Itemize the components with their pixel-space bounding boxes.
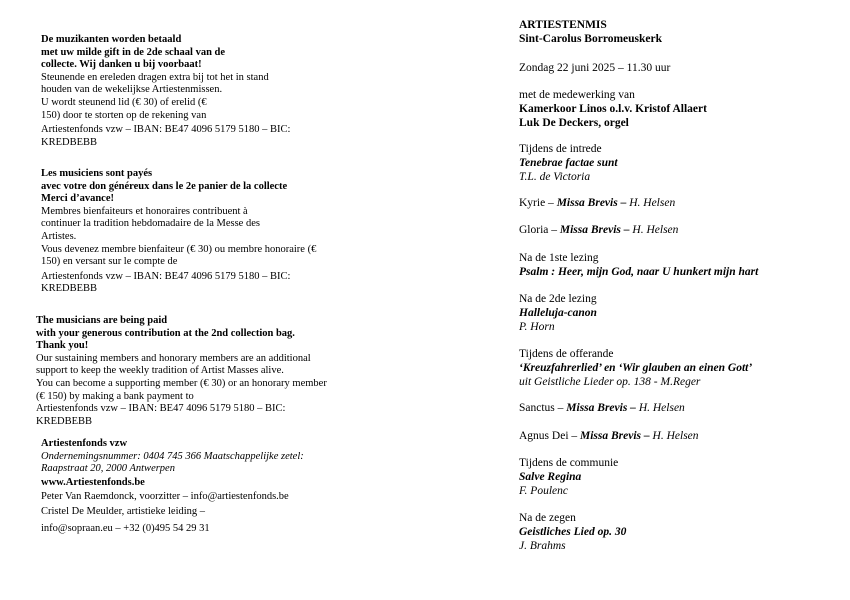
nl-body-line: houden van de wekelijkse Artiestenmissen.	[41, 84, 223, 96]
part-name: Sanctus –	[519, 402, 567, 414]
section-label: Tijdens de offerande	[519, 348, 614, 360]
composer: P. Horn	[519, 321, 555, 333]
org-registration-line: Raapstraat 20, 2000 Antwerpen	[41, 463, 175, 475]
fr-body-line: continuer la tradition hebdomadaire de la Messe des	[41, 218, 260, 230]
fr-body-line: 150) en versant sur le compte de	[41, 256, 178, 268]
kyrie-block	[519, 196, 675, 210]
fr-heading-line: avec votre don généreux dans le 2e panier de la collecte	[41, 180, 288, 192]
fr-heading-line: Les musiciens sont payés	[41, 168, 153, 179]
nl-body-line: Steunende en ereleden dragen extra bij tot het in stand	[41, 71, 269, 83]
part-name: Kyrie –	[519, 197, 557, 209]
zegen-block	[519, 511, 626, 553]
work-title: Halleluja-canon	[519, 307, 597, 319]
nl-body-line: U wordt steunend lid (€ 30) of erelid (€	[41, 96, 207, 108]
communie-block	[519, 456, 618, 498]
lezing2-block	[519, 292, 597, 334]
nl-heading-line: De muzikanten worden betaald	[41, 34, 182, 45]
nl-account-line: Artiestenfonds vzw – IBAN: BE47 4096 5179 5180 – BIC:	[41, 124, 291, 136]
lezing1-block	[519, 251, 758, 279]
composer: F. Poulenc	[519, 485, 568, 497]
cooperation-label: met de medewerking van	[519, 89, 635, 101]
work-title: Missa Brevis –	[556, 197, 630, 209]
nl-account-line: KREDBEBB	[41, 136, 98, 148]
part-name: Agnus Dei –	[519, 430, 581, 442]
section-label: Tijdens de intrede	[519, 143, 602, 155]
work-title: Missa Brevis –	[580, 430, 653, 442]
programme-header	[519, 18, 662, 46]
section-label: Na de 1ste lezing	[519, 252, 599, 264]
programme-title: ARTIESTENMIS	[519, 19, 607, 31]
en-heading-line: Thank you!	[36, 340, 89, 352]
work-title: Salve Regina	[519, 471, 582, 483]
fr-account-line: KREDBEBB	[41, 283, 98, 295]
nl-heading-line: met uw milde gift in de 2de schaal van de	[41, 46, 226, 58]
section-label: Na de zegen	[519, 512, 576, 524]
french-notice	[41, 168, 316, 296]
church-name: Sint-Carolus Borromeuskerk	[519, 33, 663, 45]
en-heading-line: The musicians are being paid	[36, 315, 168, 326]
nl-body-line: 150) door te storten op de rekening van	[41, 109, 207, 121]
fr-body-line: Vous devenez membre bienfaiteur (€ 30) ou membre honoraire (€	[41, 243, 317, 255]
nl-heading-line: collecte. Wij danken u bij voorbaat!	[41, 59, 202, 71]
fr-body-line: Artistes.	[41, 230, 77, 242]
part-name: Gloria –	[519, 224, 560, 236]
performer-line: Luk De Deckers, orgel	[519, 117, 629, 129]
composer: T.L. de Victoria	[519, 171, 591, 183]
composer: H. Helsen	[638, 402, 685, 414]
sanctus-block	[519, 401, 685, 415]
agnus-block	[519, 429, 699, 443]
work-title: ‘Kreuzfahrerlied’ en ‘Wir glauben an einen Gott’	[519, 362, 753, 374]
date-line: Zondag 22 juni 2025 – 11.30 uur	[519, 62, 671, 74]
en-body-line: Our sustaining members and honorary members are an additional	[36, 352, 311, 364]
work-title: Tenebrae factae sunt	[519, 157, 618, 169]
org-website: www.Artiestenfonds.be	[41, 476, 145, 488]
composer: H. Helsen	[652, 430, 699, 442]
composer: H. Helsen	[629, 197, 676, 209]
work-title: Psalm : Heer, mijn God, naar U hunkert mijn hart	[519, 266, 759, 278]
section-label: Tijdens de communie	[519, 457, 619, 469]
organisation-info	[41, 438, 304, 535]
org-registration-line: Ondernemingsnummer: 0404 745 366 Maatschappelijke zetel:	[41, 450, 304, 462]
org-contact-line: info@sopraan.eu – +32 (0)495 54 29 31	[41, 522, 210, 534]
offerande-block	[519, 347, 752, 389]
fr-body-line: Membres bienfaiteurs et honoraires contribuent à	[41, 205, 248, 217]
gloria-block	[519, 223, 678, 237]
programme-date	[519, 61, 670, 75]
fr-account-line: Artiestenfonds vzw – IBAN: BE47 4096 5179 5180 – BIC:	[41, 270, 291, 282]
performers-block	[519, 88, 707, 130]
en-heading-line: with your generous contribution at the 2nd collection bag.	[36, 327, 295, 339]
composer: J. Brahms	[519, 540, 566, 552]
work-title: Missa Brevis –	[566, 402, 639, 414]
en-body-line: KREDBEBB	[36, 415, 93, 427]
dutch-notice	[41, 34, 290, 149]
section-label: Na de 2de lezing	[519, 293, 597, 305]
intrede-block	[519, 142, 618, 184]
composer: uit Geistliche Lieder op. 138 - M.Reger	[519, 376, 701, 388]
work-title: Missa Brevis –	[559, 224, 633, 236]
english-notice	[36, 315, 327, 428]
en-body-line: You can become a supporting member (€ 30) or an honorary member	[36, 377, 327, 389]
org-name: Artiestenfonds vzw	[41, 438, 128, 449]
org-contact-line: Cristel De Meulder, artistieke leiding –	[41, 505, 206, 517]
performer-line: Kamerkoor Linos o.l.v. Kristof Allaert	[519, 103, 707, 115]
org-contact-line: Peter Van Raemdonck, voorzitter – info@artiestenfonds.be	[41, 491, 289, 503]
en-body-line: (€ 150) by making a bank payment to	[36, 390, 194, 402]
composer: H. Helsen	[632, 224, 679, 236]
work-title: Geistliches Lied op. 30	[519, 526, 627, 538]
en-body-line: support to keep the weekly tradition of Artist Masses alive.	[36, 365, 284, 377]
en-body-line: Artiestenfonds vzw – IBAN: BE47 4096 5179 5180 – BIC:	[36, 403, 286, 415]
fr-heading-line: Merci d’avance!	[41, 193, 114, 205]
